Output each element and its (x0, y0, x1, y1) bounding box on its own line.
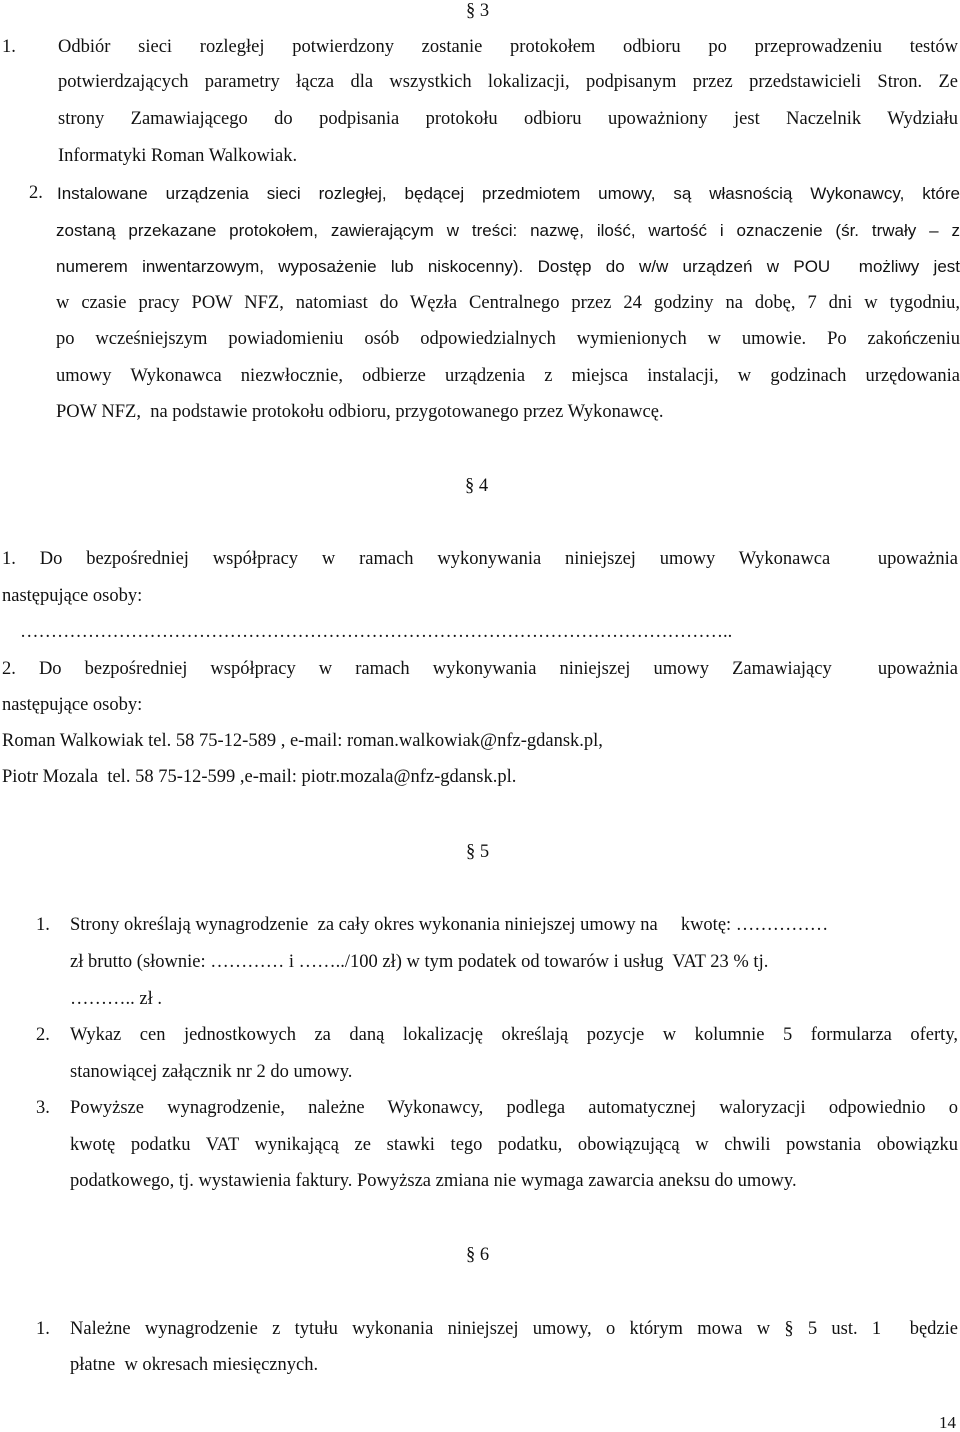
paragraph-line: stanowiącej załącznik nr 2 do umowy. (70, 1062, 353, 1082)
section-heading-6: § 6 (466, 1245, 490, 1265)
paragraph-line: Powyższe wynagrodzenie, należne Wykonawcy, podlega automatycznej waloryzacji odpowiednio o (70, 1098, 958, 1118)
paragraph-line: zostaną przekazane protokołem, zawierającym w treści: nazwę, ilość, wartość i oznaczenie (śr. trwały – z (56, 221, 960, 240)
paragraph-number: 1. (36, 915, 50, 935)
section-heading-5: § 5 (466, 842, 490, 862)
contact-line-roman: Roman Walkowiak tel. 58 75-12-589 , e-mail: roman.walkowiak@nfz-gdansk.pl, (2, 731, 603, 751)
paragraph-line: płatne w okresach miesięcznych. (70, 1355, 319, 1375)
paragraph-line: Należne wynagrodzenie z tytułu wykonania niniejszej umowy, o którym mowa w § 5 ust. 1 będzie (70, 1319, 958, 1339)
paragraph-number: 1. (36, 1319, 50, 1339)
paragraph-line: w czasie pracy POW NFZ, natomiast do Węzła Centralnego przez 24 godziny na dobę, 7 dni w tygodniu, (56, 293, 960, 313)
paragraph-line: Wykaz cen jednostkowych za daną lokalizację określają pozycje w kolumnie 5 formularza oferty, (70, 1025, 958, 1045)
paragraph-line: po wcześniejszym powiadomieniu osób odpowiedzialnych wymienionych w umowie. Po zakończeniu (56, 329, 960, 349)
page-number: 14 (939, 1413, 956, 1432)
section-heading-4: § 4 (465, 476, 489, 496)
paragraph-line: Odbiór sieci rozległej potwierdzony zostanie protokołem odbioru po przeprowadzeniu testów (58, 37, 958, 57)
paragraph-number: 1. (2, 37, 16, 57)
placeholder-dots: …………………………………………………………………………………………………….. (20, 623, 733, 642)
paragraph-line: następujące osoby: (2, 695, 143, 715)
paragraph-line: Instalowane urządzenia sieci rozległej, będącej przedmiotem umowy, są własnością Wykonawcy, które (57, 184, 960, 203)
paragraph-line: Informatyki Roman Walkowiak. (58, 146, 298, 166)
section-heading-3: § 3 (466, 1, 490, 21)
paragraph-line: numerem inwentarzowym, wyposażenie lub niskocenny). Dostęp do w/w urządzeń w POU możliwy jest (56, 257, 960, 276)
paragraph-line: ……….. zł . (70, 989, 162, 1009)
paragraph-line: POW NFZ, na podstawie protokołu odbioru, przygotowanego przez Wykonawcę. (56, 402, 664, 422)
paragraph-line: następujące osoby: (2, 586, 143, 606)
paragraph-line: 1. Do bezpośredniej współpracy w ramach wykonywania niniejszej umowy Wykonawca upoważnia (2, 549, 958, 569)
contact-line-piotr: Piotr Mozala tel. 58 75-12-599 ,e-mail: piotr.mozala@nfz-gdansk.pl. (2, 767, 517, 787)
paragraph-number: 2. (36, 1025, 50, 1045)
paragraph-line: strony Zamawiającego do podpisania protokołu odbioru upoważniony jest Naczelnik Wydziału (58, 109, 958, 129)
paragraph-line: podatkowego, tj. wystawienia faktury. Powyższa zmiana nie wymaga zawarcia aneksu do umowy. (70, 1171, 797, 1191)
paragraph-number: 2. (29, 183, 43, 203)
paragraph-number: 3. (36, 1098, 50, 1118)
paragraph-line: umowy Wykonawca niezwłocznie, odbierze urządzenia z miejsca instalacji, w godzinach urzędowania (56, 366, 960, 386)
paragraph-line: potwierdzających parametry łącza dla wszystkich lokalizacji, podpisanym przez przedstawicieli Stron. Ze (58, 72, 958, 92)
paragraph-line: 2. Do bezpośredniej współpracy w ramach wykonywania niniejszej umowy Zamawiający upoważnia (2, 659, 958, 679)
paragraph-line: kwotę podatku VAT wynikającą ze stawki tego podatku, obowiązującą w chwili powstania obowiązku (70, 1135, 958, 1155)
paragraph-line: Strony określają wynagrodzenie za cały okres wykonania niniejszej umowy na kwotę: …………… (70, 916, 829, 935)
paragraph-line: zł brutto (słownie: ………… i ……../100 zł) w tym podatek od towarów i usług VAT 23 % tj. (70, 953, 769, 972)
